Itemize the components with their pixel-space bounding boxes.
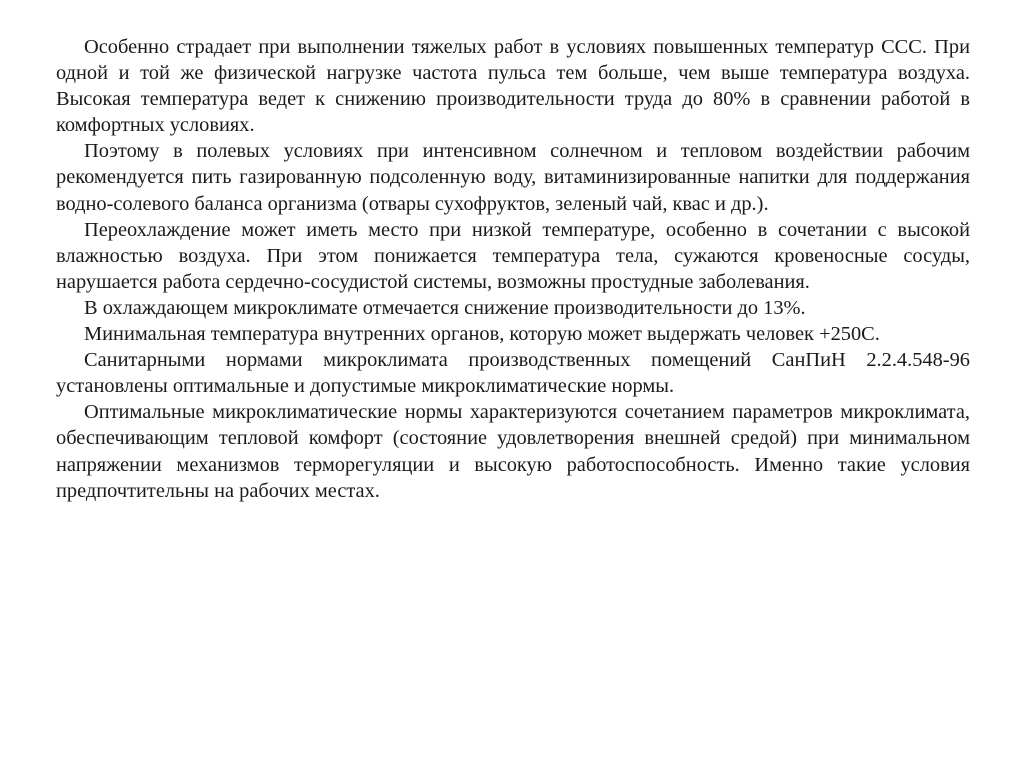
paragraph-hypothermia: Переохлаждение может иметь место при низкой температуре, особенно в сочетании с высокой влажностью воздуха. При этом понижается температура тела, сужаются кровеносные сосуды, нарушается работа сердечно-сосудистой системы, возможны простудные заболевания. — [56, 218, 970, 293]
paragraph-cooling-productivity: В охлаждающем микроклимате отмечается снижение производительности до 13%. — [84, 296, 806, 319]
paragraph-heat-stress: Особенно страдает при выполнении тяжелых работ в условиях повышенных температур ССС. При одной и той же физической нагрузке частота пульса тем больше, чем выше температура воздуха. Высокая температура ведет к снижению производительности труда до 80% в сравнении работой в комфортных условиях. — [56, 36, 970, 137]
paragraph-sanitary-norms: Санитарными нормами микроклимата производственных помещений СанПиН 2.2.4.548-96 установлены оптимальные и допустимые микроклиматические нормы. — [56, 349, 970, 398]
paragraph-minimum-temperature: Минимальная температура внутренних органов, которую может выдержать человек +250С. — [84, 323, 880, 346]
document-page — [56, 34, 970, 504]
paragraph-optimal-norms: Оптимальные микроклиматические нормы характеризуются сочетанием параметров микроклимата, обеспечивающим тепловой комфорт (состояние удовлетворения внешней средой) при минимальном напряжении механизмов терморегуляции и высокую работоспособность. Именно такие условия предпочтительны на рабочих местах. — [56, 401, 970, 502]
paragraph-field-hydration: Поэтому в полевых условиях при интенсивном солнечном и тепловом воздействии рабочим рекомендуется пить газированную подсоленную воду, витаминизированные напитки для поддержания водно-солевого баланса организма (отвары сухофруктов, зеленый чай, квас и др.). — [56, 140, 970, 215]
